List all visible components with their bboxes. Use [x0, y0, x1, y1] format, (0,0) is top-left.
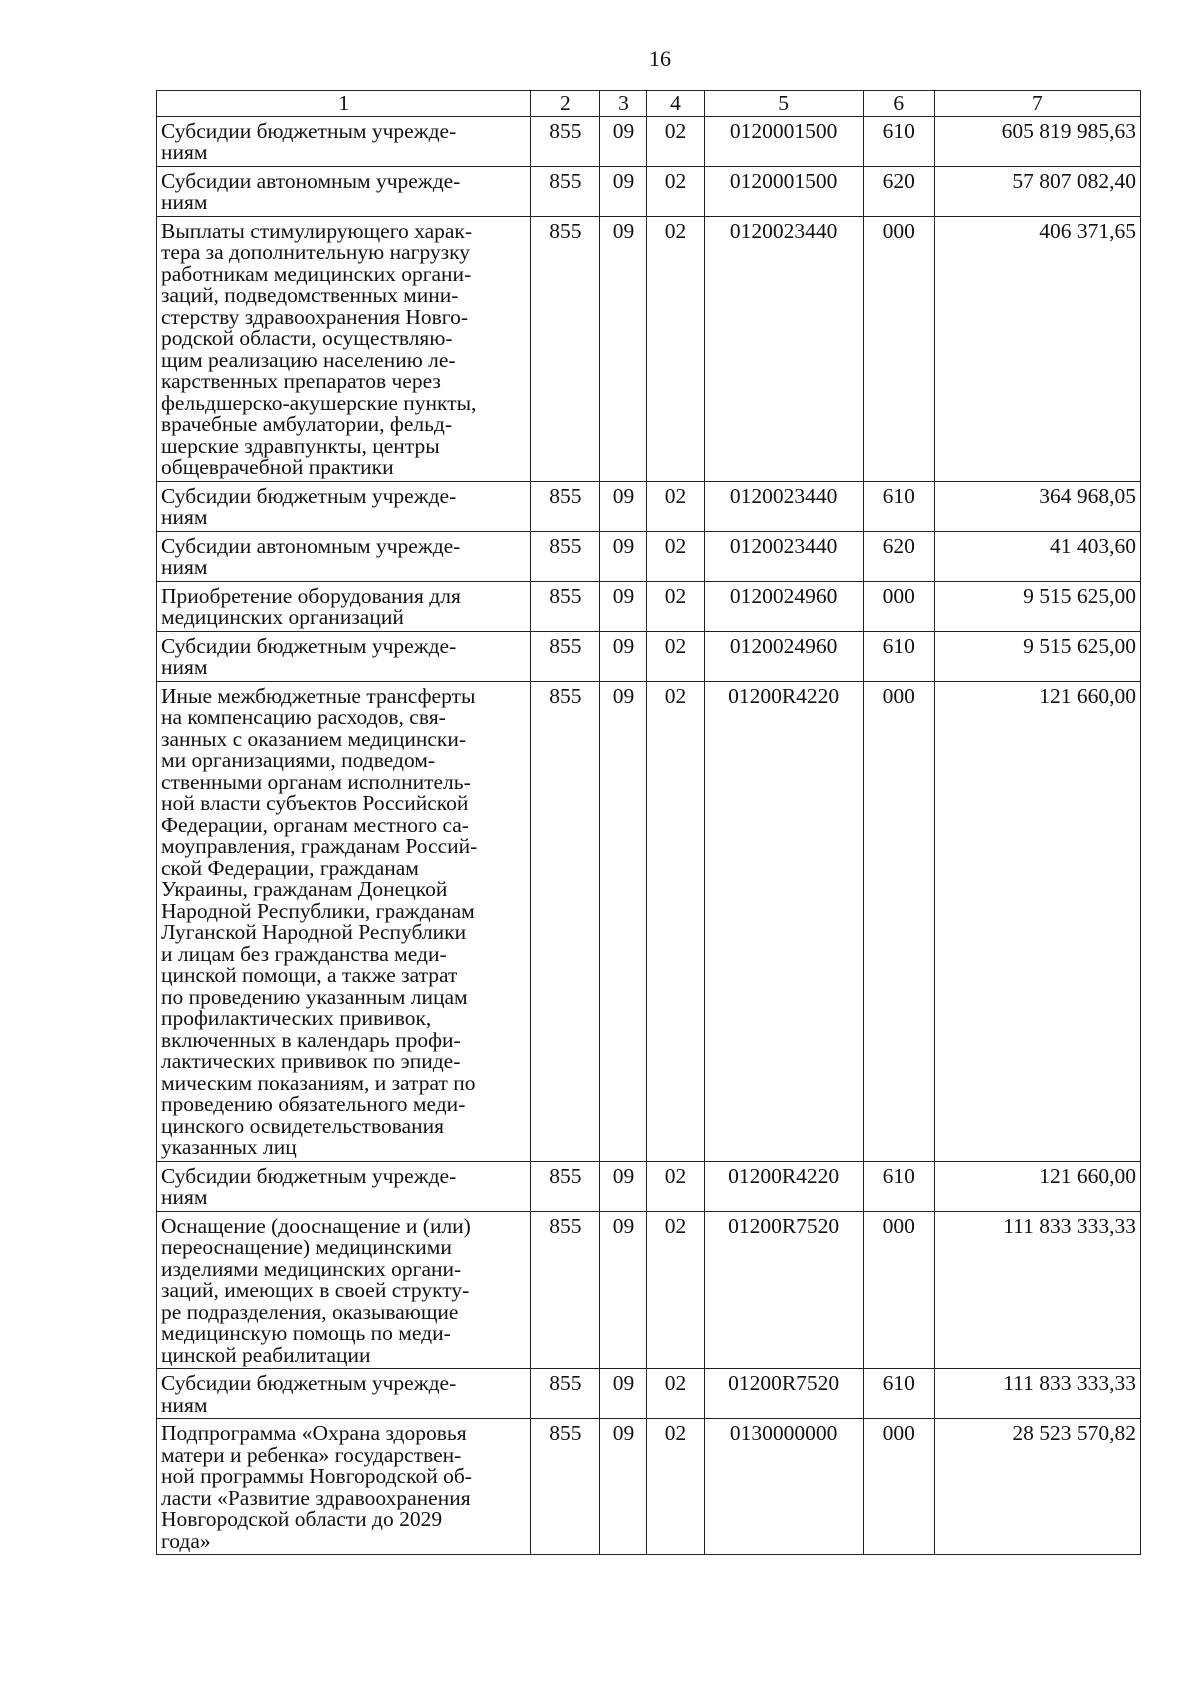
page-number: 16	[649, 46, 671, 71]
target-article-cell: 01200R4220	[704, 1161, 863, 1211]
amount-cell: 57 807 082,40	[934, 166, 1140, 216]
amount-cell: 41 403,60	[934, 531, 1140, 581]
expense-name-cell: Субсидии бюджетным учрежде- ниям	[157, 1161, 531, 1211]
ministry-code-cell: 855	[531, 481, 600, 531]
subsection-code-cell: 02	[647, 481, 704, 531]
amount-cell: 364 968,05	[934, 481, 1140, 531]
amount-cell: 111 833 333,33	[934, 1211, 1140, 1369]
subsection-code-cell: 02	[647, 1211, 704, 1369]
subsection-code-cell: 02	[647, 216, 704, 481]
ministry-code-cell: 855	[531, 216, 600, 481]
section-code-cell: 09	[600, 166, 647, 216]
target-article-cell: 0120024960	[704, 581, 863, 631]
target-article-cell: 0120001500	[704, 116, 863, 166]
header-cell: 5	[704, 91, 863, 117]
section-code-cell: 09	[600, 481, 647, 531]
section-code-cell: 09	[600, 116, 647, 166]
amount-cell: 111 833 333,33	[934, 1369, 1140, 1419]
amount-cell: 406 371,65	[934, 216, 1140, 481]
ministry-code-cell: 855	[531, 1369, 600, 1419]
table-row	[157, 1161, 1141, 1211]
subsection-code-cell: 02	[647, 581, 704, 631]
header-cell: 4	[647, 91, 704, 117]
header-cell: 1	[157, 91, 531, 117]
expense-type-cell: 000	[863, 216, 934, 481]
expense-name-cell: Подпрограмма «Охрана здоровья матери и ребенка» государствен- ной программы Новгородской об- ласти «Развитие здравоохранения Новгородской области до 2029 года»	[157, 1419, 531, 1555]
subsection-code-cell: 02	[647, 531, 704, 581]
section-code-cell: 09	[600, 1419, 647, 1555]
expense-name-cell: Приобретение оборудования для медицинских организаций	[157, 581, 531, 631]
table-row	[157, 216, 1141, 481]
target-article-cell: 01200R4220	[704, 681, 863, 1161]
header-cell: 7	[934, 91, 1140, 117]
ministry-code-cell: 855	[531, 1161, 600, 1211]
expense-type-cell: 000	[863, 1211, 934, 1369]
expense-name-cell: Субсидии автономным учрежде- ниям	[157, 531, 531, 581]
ministry-code-cell: 855	[531, 1419, 600, 1555]
target-article-cell: 01200R7520	[704, 1211, 863, 1369]
amount-cell: 121 660,00	[934, 1161, 1140, 1211]
subsection-code-cell: 02	[647, 116, 704, 166]
expense-name-cell: Субсидии бюджетным учрежде- ниям	[157, 116, 531, 166]
table-row	[157, 1419, 1141, 1555]
expense-name-cell: Оснащение (дооснащение и (или) переоснащение) медицинскими изделиями медицинских органи- заций, имеющих в своей структу- ре подразделения, оказывающие медицинскую помощь по меди- цинской реабилитации	[157, 1211, 531, 1369]
table-row	[157, 1211, 1141, 1369]
subsection-code-cell: 02	[647, 1369, 704, 1419]
subsection-code-cell: 02	[647, 166, 704, 216]
amount-cell: 9 515 625,00	[934, 581, 1140, 631]
target-article-cell: 0120023440	[704, 481, 863, 531]
amount-cell: 121 660,00	[934, 681, 1140, 1161]
ministry-code-cell: 855	[531, 531, 600, 581]
expense-type-cell: 000	[863, 581, 934, 631]
target-article-cell: 0120023440	[704, 216, 863, 481]
table-row	[157, 116, 1141, 166]
table-row	[157, 581, 1141, 631]
section-code-cell: 09	[600, 1211, 647, 1369]
target-article-cell: 0120023440	[704, 531, 863, 581]
ministry-code-cell: 855	[531, 116, 600, 166]
header-cell: 6	[863, 91, 934, 117]
target-article-cell: 0130000000	[704, 1419, 863, 1555]
expense-type-cell: 620	[863, 166, 934, 216]
amount-cell: 28 523 570,82	[934, 1419, 1140, 1555]
expense-name-cell: Субсидии бюджетным учрежде- ниям	[157, 1369, 531, 1419]
section-code-cell: 09	[600, 581, 647, 631]
expense-type-cell: 610	[863, 481, 934, 531]
ministry-code-cell: 855	[531, 166, 600, 216]
table-row	[157, 681, 1141, 1161]
table-row	[157, 166, 1141, 216]
ministry-code-cell: 855	[531, 1211, 600, 1369]
amount-cell: 9 515 625,00	[934, 631, 1140, 681]
expense-name-cell: Субсидии бюджетным учрежде- ниям	[157, 481, 531, 531]
section-code-cell: 09	[600, 1161, 647, 1211]
target-article-cell: 0120024960	[704, 631, 863, 681]
table-row	[157, 481, 1141, 531]
table-row	[157, 1369, 1141, 1419]
amount-cell: 605 819 985,63	[934, 116, 1140, 166]
expense-type-cell: 610	[863, 1369, 934, 1419]
subsection-code-cell: 02	[647, 1419, 704, 1555]
budget-table	[156, 90, 1141, 1555]
ministry-code-cell: 855	[531, 631, 600, 681]
expense-name-cell: Субсидии автономным учрежде- ниям	[157, 166, 531, 216]
expense-type-cell: 610	[863, 116, 934, 166]
target-article-cell: 01200R7520	[704, 1369, 863, 1419]
expense-name-cell: Иные межбюджетные трансферты на компенсацию расходов, свя- занных с оказанием медицински- ми организациями, подведом- ственными органам исполнитель- ной власти субъектов Российской Федерации, органам местного са- моуправления, гражданам Россий- ской Федерации, гражданам Украины, гражданам Донецкой Народной Республики, гражданам Луганской Народной Республики и лицам без гражданства меди- цинской помощи, а также затрат по проведению указанным лицам профилактических прививок, включенных в календарь профи- лактических прививок по эпиде- мическим показаниям, и затрат по проведению обязательного меди- цинского освидетельствования указанных лиц	[157, 681, 531, 1161]
ministry-code-cell: 855	[531, 581, 600, 631]
subsection-code-cell: 02	[647, 1161, 704, 1211]
target-article-cell: 0120001500	[704, 166, 863, 216]
section-code-cell: 09	[600, 216, 647, 481]
expense-type-cell: 610	[863, 1161, 934, 1211]
expense-name-cell: Выплаты стимулирующего харак- тера за дополнительную нагрузку работникам медицинских органи- заций, подведомственных мини- стерству здравоохранения Новго- родской области, осуществляю- щим реализацию населению ле- карственных препаратов через фельдшерско-акушерские пункты, врачебные амбулатории, фельд- шерские здравпункты, центры общеврачебной практики	[157, 216, 531, 481]
table-header-row	[157, 91, 1141, 117]
subsection-code-cell: 02	[647, 681, 704, 1161]
expense-type-cell: 620	[863, 531, 934, 581]
section-code-cell: 09	[600, 681, 647, 1161]
subsection-code-cell: 02	[647, 631, 704, 681]
ministry-code-cell: 855	[531, 681, 600, 1161]
table-row	[157, 531, 1141, 581]
section-code-cell: 09	[600, 1369, 647, 1419]
header-cell: 2	[531, 91, 600, 117]
header-cell: 3	[600, 91, 647, 117]
table-row	[157, 631, 1141, 681]
expense-type-cell: 000	[863, 681, 934, 1161]
expense-name-cell: Субсидии бюджетным учрежде- ниям	[157, 631, 531, 681]
section-code-cell: 09	[600, 631, 647, 681]
section-code-cell: 09	[600, 531, 647, 581]
expense-type-cell: 610	[863, 631, 934, 681]
expense-type-cell: 000	[863, 1419, 934, 1555]
